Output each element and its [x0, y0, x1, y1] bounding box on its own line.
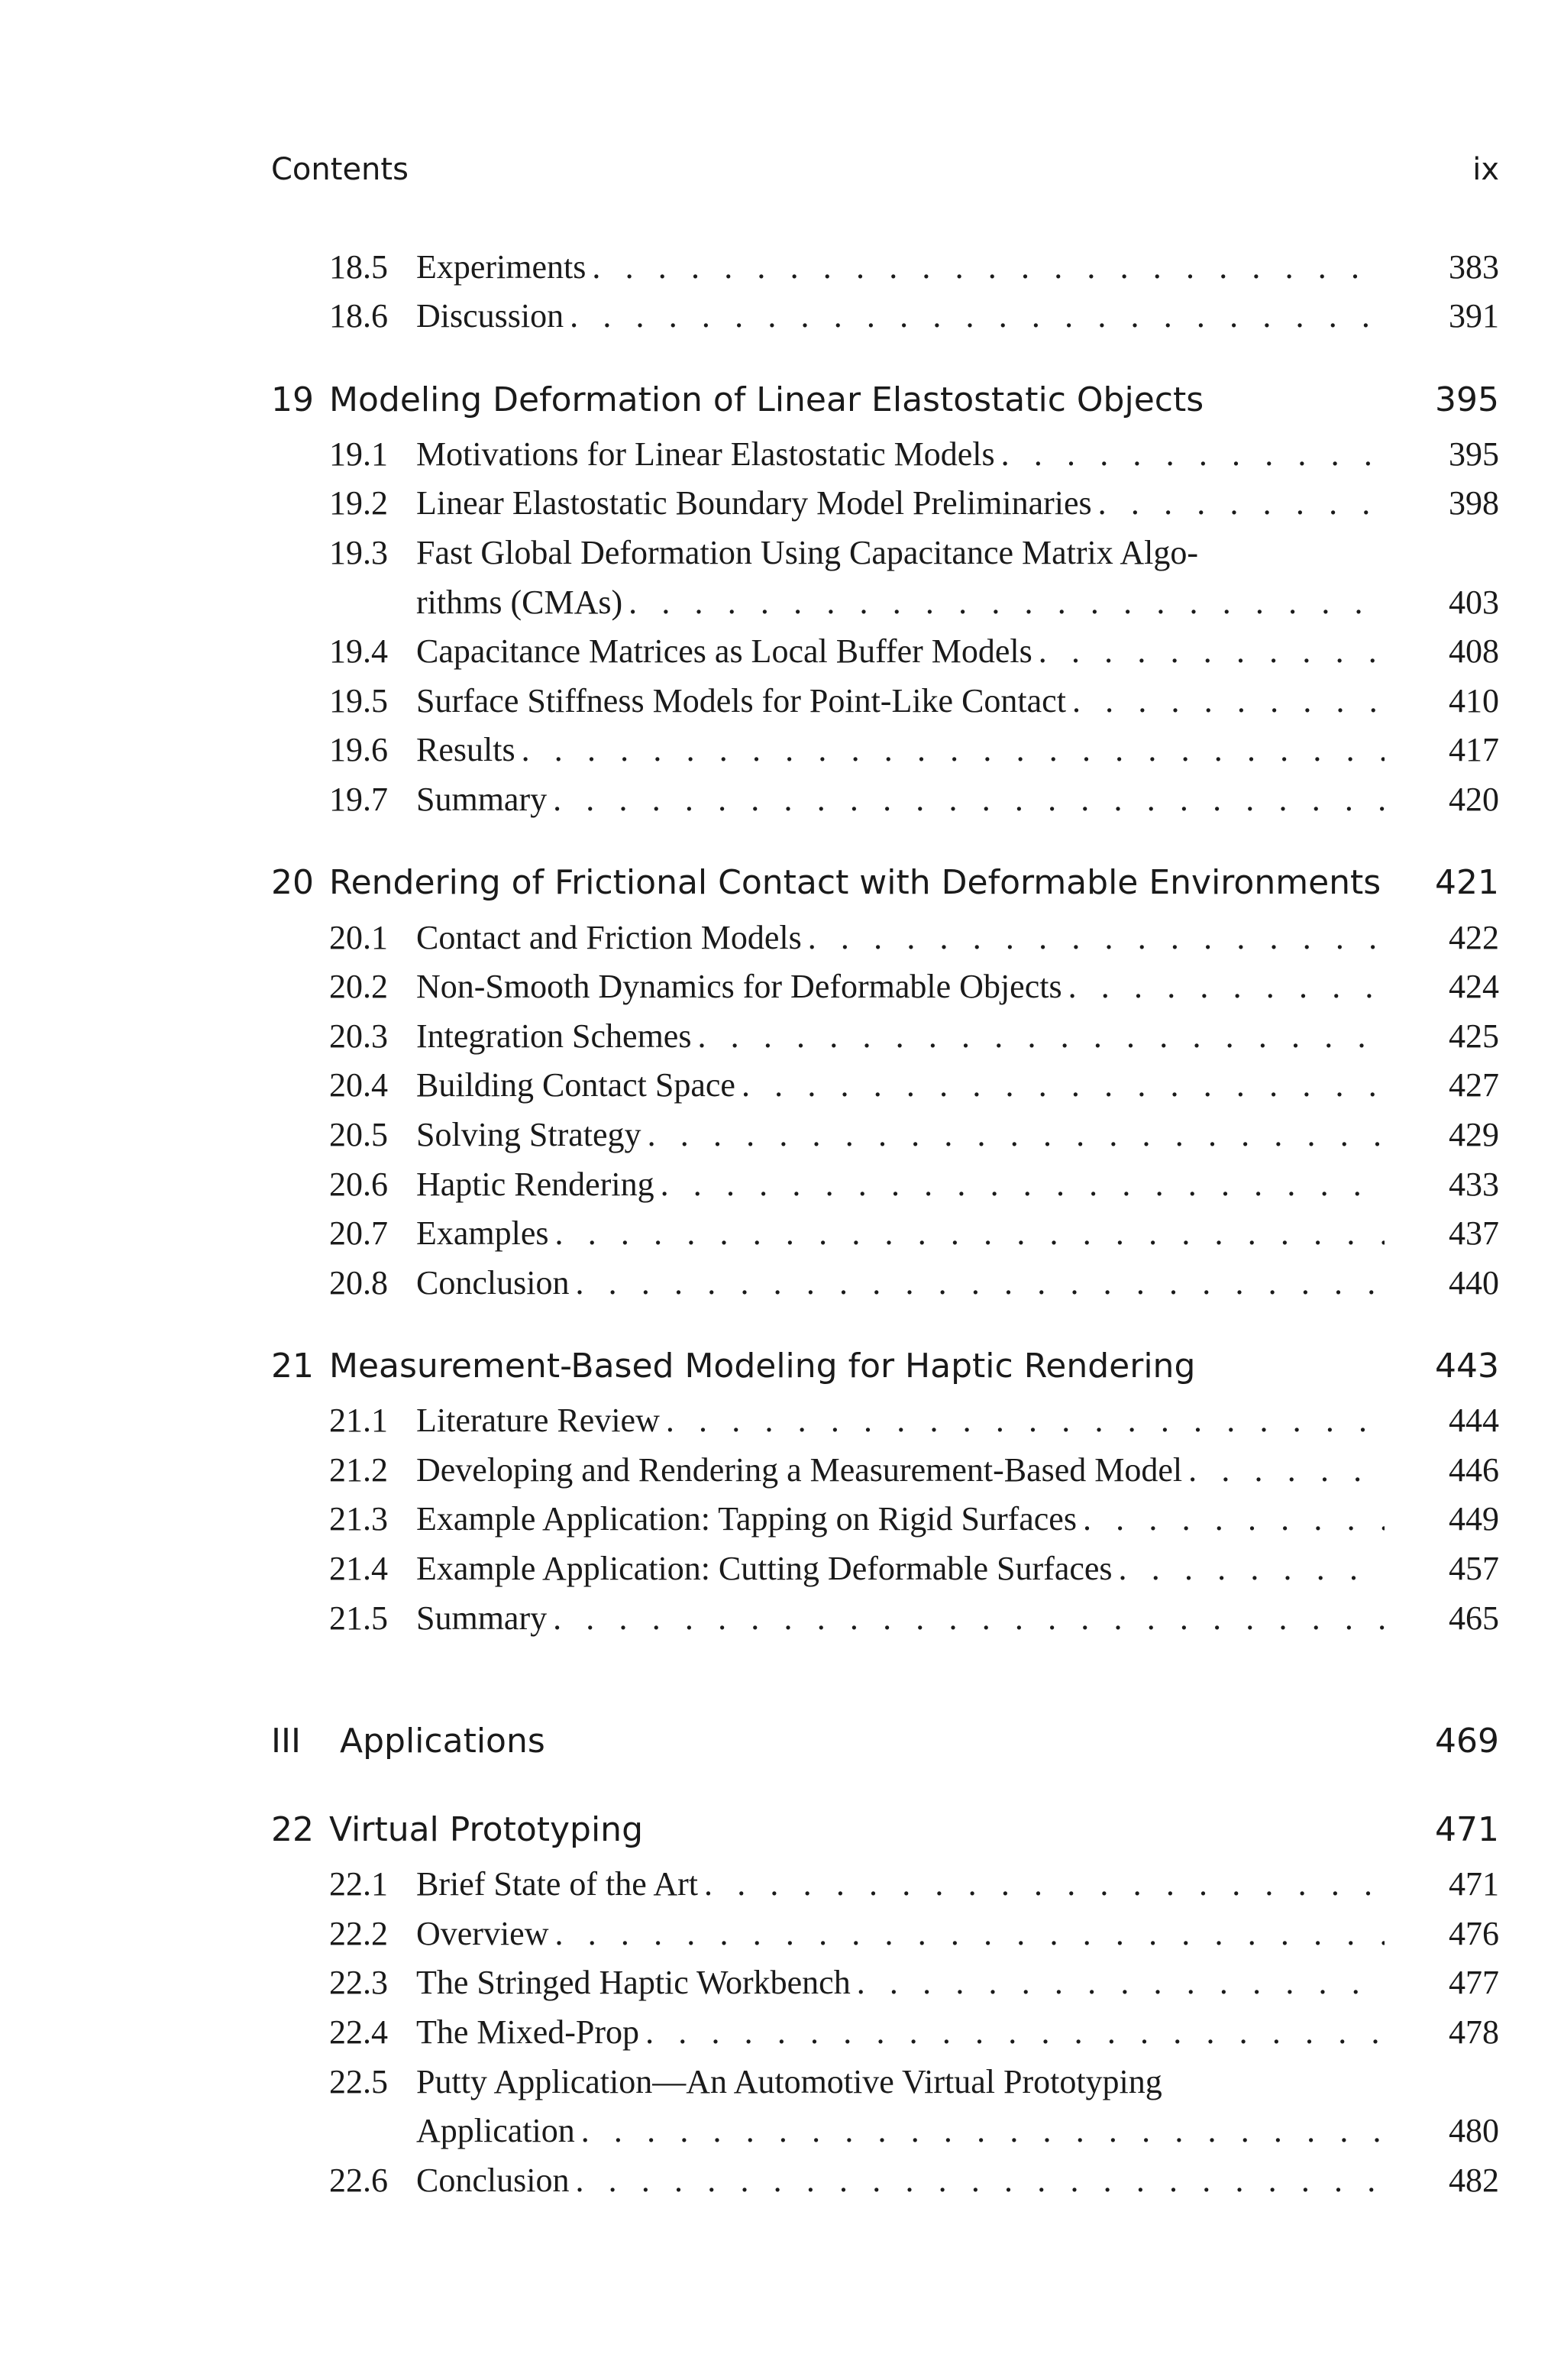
toc-section[interactable] — [329, 622, 1499, 671]
section-number: 22.6 — [329, 2161, 388, 2199]
section-title: Conclusion — [416, 1263, 570, 1302]
dot-leader — [522, 730, 1385, 769]
dot-leader — [1098, 483, 1385, 522]
part-title: Applications — [340, 1722, 545, 1761]
section-title: Results — [416, 731, 515, 769]
section-number: 20.8 — [329, 1263, 388, 1302]
chapter-title: Modeling Deformation of Linear Elastostatic Objects — [329, 380, 1204, 419]
dot-leader — [704, 1864, 1385, 1903]
toc-section[interactable] — [329, 720, 1499, 770]
running-head-title: Contents — [271, 152, 409, 187]
section-page: 444 — [1449, 1402, 1499, 1440]
section-page: 477 — [1449, 1964, 1499, 2002]
dot-leader — [1188, 1450, 1385, 1489]
section-number: 20.7 — [329, 1214, 388, 1253]
section-number: 21.1 — [329, 1402, 388, 1440]
section-page: 437 — [1449, 1214, 1499, 1253]
table-of-contents — [271, 237, 1499, 2200]
section-title: Discussion — [416, 297, 564, 335]
chapter-page: 443 — [1435, 1347, 1499, 1386]
section-title: Example Application: Cutting Deformable Surfaces — [416, 1550, 1113, 1588]
section-page: 480 — [1449, 2112, 1499, 2150]
toc-part-iii[interactable] — [271, 1717, 1499, 1766]
toc-section[interactable] — [329, 1953, 1499, 2003]
toc-chapter-22[interactable] — [271, 1806, 1499, 1855]
dot-leader — [742, 1066, 1385, 1104]
toc-section[interactable] — [329, 1391, 1499, 1441]
chapter-title: Virtual Prototyping — [329, 1810, 643, 1850]
toc-section[interactable] — [329, 1489, 1499, 1539]
section-page: 446 — [1449, 1450, 1499, 1489]
section-title: Fast Global Deformation Using Capacitance Matrix Algo- — [416, 533, 1198, 571]
chapter-title: Rendering of Frictional Contact with Deformable Environments — [329, 863, 1381, 903]
section-title: Linear Elastostatic Boundary Model Preliminaries — [416, 484, 1092, 522]
section-number: 21.4 — [329, 1550, 388, 1588]
section-title: Examples — [416, 1214, 549, 1253]
section-title: The Mixed-Prop — [416, 2013, 640, 2052]
section-title: Conclusion — [416, 2161, 570, 2199]
dot-leader — [553, 780, 1385, 819]
part-page: 469 — [1435, 1722, 1499, 1761]
toc-section[interactable] — [329, 424, 1499, 474]
section-number: 22.2 — [329, 1914, 388, 1952]
section-title-continued: rithms (CMAs) — [416, 583, 623, 621]
toc-section[interactable] — [329, 1104, 1499, 1154]
section-title: Overview — [416, 1914, 549, 1952]
dot-leader — [555, 1214, 1385, 1253]
section-page: 420 — [1449, 780, 1499, 818]
section-title: Literature Review — [416, 1402, 660, 1440]
section-title-continued: Application — [416, 2112, 575, 2150]
toc-section[interactable] — [329, 1056, 1499, 1105]
toc-section[interactable] — [329, 1154, 1499, 1204]
section-page: 395 — [1449, 435, 1499, 473]
dot-leader — [592, 247, 1385, 286]
section-page: 429 — [1449, 1115, 1499, 1153]
dot-leader — [1083, 1499, 1385, 1538]
section-page: 422 — [1449, 918, 1499, 956]
section-number: 18.5 — [329, 247, 388, 286]
section-page: 440 — [1449, 1263, 1499, 1302]
dot-leader — [555, 1914, 1385, 1953]
section-title: The Stringed Haptic Workbench — [416, 1964, 851, 2002]
toc-chapter-21[interactable] — [271, 1342, 1499, 1391]
section-page: 427 — [1449, 1066, 1499, 1104]
toc-section[interactable] — [329, 1204, 1499, 1253]
chapter-number: 19 — [271, 380, 314, 419]
section-page: 425 — [1449, 1017, 1499, 1055]
section-page: 449 — [1449, 1500, 1499, 1538]
running-head — [271, 147, 1499, 192]
section-number: 19.2 — [329, 484, 388, 522]
section-number: 22.4 — [329, 2013, 388, 2052]
section-number: 19.6 — [329, 731, 388, 769]
section-number: 21.2 — [329, 1450, 388, 1489]
section-title: Developing and Rendering a Measurement-Based Model — [416, 1450, 1183, 1489]
section-page: 482 — [1449, 2161, 1499, 2199]
section-number: 21.5 — [329, 1599, 388, 1637]
dot-leader — [575, 2161, 1385, 2200]
section-number: 20.5 — [329, 1115, 388, 1153]
section-title: Solving Strategy — [416, 1115, 641, 1153]
section-number: 22.1 — [329, 1865, 388, 1903]
chapter-title: Measurement-Based Modeling for Haptic Rendering — [329, 1347, 1196, 1386]
section-page: 424 — [1449, 968, 1499, 1006]
dot-leader — [553, 1599, 1385, 1638]
toc-section[interactable] — [329, 2150, 1499, 2200]
toc-section[interactable] — [329, 2002, 1499, 2052]
section-page: 391 — [1449, 297, 1499, 335]
section-title: Example Application: Tapping on Rigid Surfaces — [416, 1500, 1077, 1538]
toc-section[interactable] — [329, 957, 1499, 1007]
section-page: 476 — [1449, 1914, 1499, 1952]
dot-leader — [1072, 681, 1385, 720]
chapter-page: 395 — [1435, 380, 1499, 419]
section-page: 457 — [1449, 1550, 1499, 1588]
section-page: 417 — [1449, 731, 1499, 769]
section-page: 383 — [1449, 247, 1499, 286]
section-page: 471 — [1449, 1865, 1499, 1903]
section-page: 398 — [1449, 484, 1499, 522]
dot-leader — [661, 1165, 1385, 1204]
toc-section[interactable] — [329, 474, 1499, 523]
dot-leader — [808, 918, 1385, 957]
toc-section[interactable] — [329, 907, 1499, 957]
section-page: 478 — [1449, 2013, 1499, 2052]
toc-section[interactable] — [329, 1538, 1499, 1588]
section-number: 20.3 — [329, 1017, 388, 1055]
dot-leader — [645, 2013, 1385, 2052]
section-number: 20.4 — [329, 1066, 388, 1104]
section-title: Non-Smooth Dynamics for Deformable Objects — [416, 968, 1062, 1006]
section-number: 21.3 — [329, 1500, 388, 1538]
toc-section[interactable] — [329, 237, 1499, 286]
chapter-page: 471 — [1435, 1810, 1499, 1850]
section-title: Motivations for Linear Elastostatic Models — [416, 435, 995, 473]
dot-leader — [697, 1017, 1385, 1056]
section-number: 22.5 — [329, 2062, 388, 2100]
section-number: 19.5 — [329, 681, 388, 719]
section-number: 19.4 — [329, 632, 388, 671]
section-page: 465 — [1449, 1599, 1499, 1637]
chapter-number: 20 — [271, 863, 314, 903]
toc-section[interactable] — [329, 522, 1499, 621]
section-title: Putty Application—An Automotive Virtual Prototyping — [416, 2062, 1162, 2100]
section-title: Summary — [416, 780, 548, 818]
section-page: 433 — [1449, 1165, 1499, 1203]
toc-section[interactable] — [329, 1903, 1499, 1953]
section-title: Summary — [416, 1599, 548, 1637]
toc-chapter-19[interactable] — [271, 375, 1499, 424]
section-title: Building Contact Space — [416, 1066, 735, 1104]
section-title: Integration Schemes — [416, 1017, 692, 1055]
section-title: Experiments — [416, 247, 586, 286]
dot-leader — [1039, 632, 1385, 671]
toc-section[interactable] — [329, 1588, 1499, 1638]
toc-chapter-20[interactable] — [271, 859, 1499, 907]
section-page: 408 — [1449, 632, 1499, 671]
toc-section[interactable] — [329, 1006, 1499, 1056]
section-title: Surface Stiffness Models for Point-Like Contact — [416, 681, 1066, 719]
toc-section[interactable] — [329, 1253, 1499, 1302]
part-number: III — [271, 1722, 301, 1761]
page-number: ix — [1472, 152, 1499, 187]
section-number: 19.7 — [329, 780, 388, 818]
section-number: 20.2 — [329, 968, 388, 1006]
dot-leader — [629, 583, 1385, 622]
dot-leader — [575, 1263, 1385, 1302]
toc-section[interactable] — [329, 671, 1499, 720]
section-number: 19.3 — [329, 533, 388, 571]
dot-leader — [570, 296, 1385, 335]
section-title: Contact and Friction Models — [416, 918, 802, 956]
chapter-page: 421 — [1435, 863, 1499, 903]
dot-leader — [581, 2111, 1385, 2150]
toc-section[interactable] — [329, 2052, 1499, 2150]
toc-section[interactable] — [329, 769, 1499, 819]
dot-leader — [1001, 435, 1385, 474]
section-page: 410 — [1449, 681, 1499, 719]
dot-leader — [666, 1401, 1385, 1440]
dot-leader — [648, 1115, 1385, 1154]
dot-leader — [857, 1963, 1385, 2002]
section-title: Brief State of the Art — [416, 1865, 699, 1903]
section-page: 403 — [1449, 583, 1499, 621]
section-number: 22.3 — [329, 1964, 388, 2002]
section-number: 20.1 — [329, 918, 388, 956]
section-title: Haptic Rendering — [416, 1165, 654, 1203]
dot-leader — [1068, 967, 1385, 1006]
dot-leader — [1119, 1549, 1385, 1588]
toc-section[interactable] — [329, 286, 1499, 336]
section-title: Capacitance Matrices as Local Buffer Models — [416, 632, 1032, 671]
toc-section[interactable] — [329, 1855, 1499, 1904]
section-number: 19.1 — [329, 435, 388, 473]
chapter-number: 22 — [271, 1810, 314, 1850]
section-number: 18.6 — [329, 297, 388, 335]
chapter-number: 21 — [271, 1347, 314, 1386]
toc-section[interactable] — [329, 1440, 1499, 1489]
section-number: 20.6 — [329, 1165, 388, 1203]
